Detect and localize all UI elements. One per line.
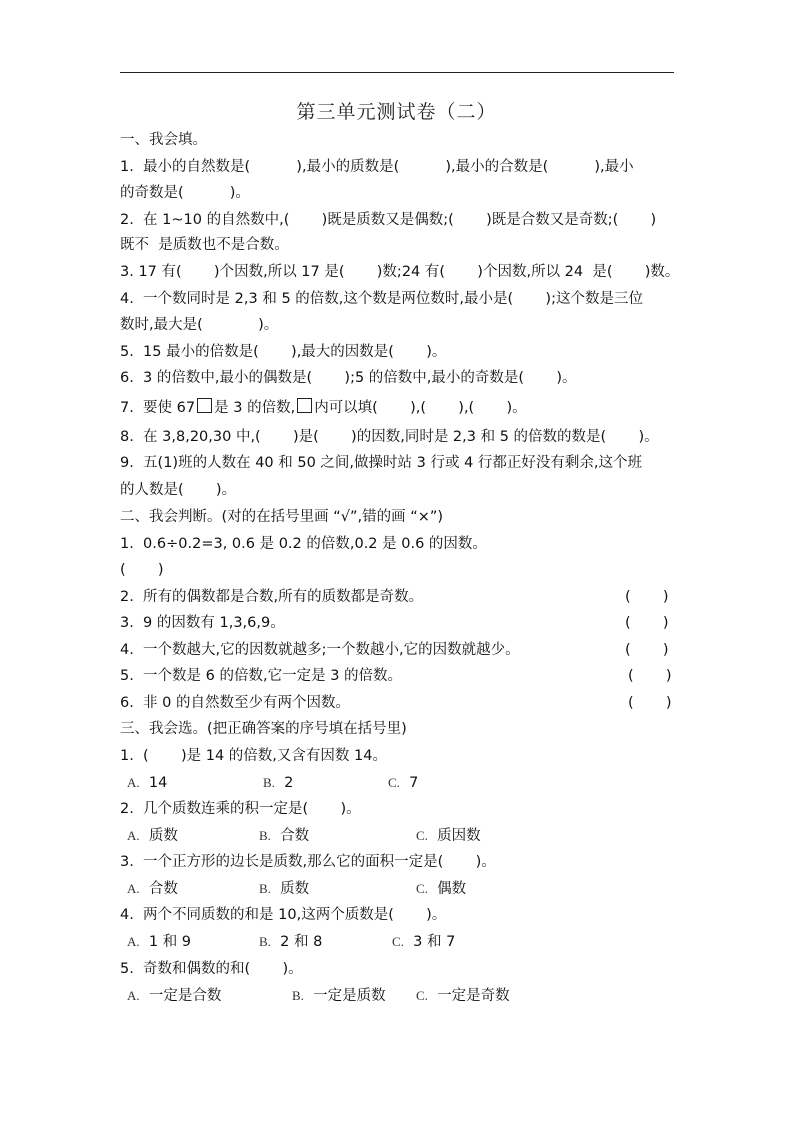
judge-q4: 4. 一个数越大,它的因数就越多;一个数越小,它的因数就越少。 xyxy=(120,642,520,658)
choice-q1-option-a: A. 14 xyxy=(127,775,168,791)
choice-q2-option-a: A. 质数 xyxy=(127,828,178,844)
fill-q7 xyxy=(120,398,527,418)
judge-q5-answer: ( ) xyxy=(628,668,672,684)
section-3-heading: 三、我会选。(把正确答案的序号填在括号里) xyxy=(120,721,407,737)
fill-q7-prefix: 7. 要使 67 xyxy=(120,400,196,416)
blank-box-icon xyxy=(297,398,312,413)
choice-q5-option-c: C. 一定是奇数 xyxy=(416,988,510,1004)
choice-q4-option-c: C. 3 和 7 xyxy=(392,934,456,950)
fill-q6: 6. 3 的倍数中,最小的偶数是( );5 的倍数中,最小的奇数是( )。 xyxy=(120,370,577,386)
fill-q3: 3. 17 有( )个因数,所以 17 是( )数;24 有( )个因数,所以 24 是( )数。 xyxy=(120,264,680,280)
judge-q3: 3. 9 的因数有 1,3,6,9。 xyxy=(120,615,285,631)
choice-q1: 1. ( )是 14 的倍数,又含有因数 14。 xyxy=(120,748,387,764)
judge-q2-answer: ( ) xyxy=(625,589,669,605)
judge-q4-answer: ( ) xyxy=(625,642,669,658)
choice-q5-option-b: B. 一定是质数 xyxy=(292,988,386,1004)
section-2-heading: 二、我会判断。(对的在括号里画 “√”,错的画 “×”) xyxy=(120,509,444,525)
choice-q1-option-c: C. 7 xyxy=(388,775,419,791)
fill-q2-line2: 既不 是质数也不是合数。 xyxy=(120,237,289,253)
fill-q4-line2: 数时,最大是( )。 xyxy=(120,317,279,333)
fill-q7-middle: 是 3 的倍数, xyxy=(214,400,296,416)
choice-q2: 2. 几个质数连乘的积一定是( )。 xyxy=(120,801,361,817)
fill-q5: 5. 15 最小的倍数是( ),最大的因数是( )。 xyxy=(120,344,447,360)
judge-q1-answer: ( ) xyxy=(120,562,164,578)
choice-q5: 5. 奇数和偶数的和( )。 xyxy=(120,961,303,977)
choice-q4: 4. 两个不同质数的和是 10,这两个质数是( )。 xyxy=(120,907,447,923)
section-1-heading: 一、我会填。 xyxy=(120,132,207,148)
blank-box-icon xyxy=(197,398,212,413)
judge-q6-answer: ( ) xyxy=(628,695,672,711)
choice-q3-option-c: C. 偶数 xyxy=(416,881,467,897)
fill-q9-line1: 9. 五(1)班的人数在 40 和 50 之间,做操时站 3 行或 4 行都正好没有剩余,这个班 xyxy=(120,455,643,471)
judge-q3-answer: ( ) xyxy=(625,615,669,631)
choice-q4-option-a: A. 1 和 9 xyxy=(127,934,192,950)
fill-q1-line2: 的奇数是( )。 xyxy=(120,185,250,201)
fill-q9-line2: 的人数是( )。 xyxy=(120,482,237,498)
page-title: 第三单元测试卷（二） xyxy=(296,101,497,123)
choice-q4-option-b: B. 2 和 8 xyxy=(259,934,323,950)
header-rule xyxy=(120,72,674,73)
judge-q6: 6. 非 0 的自然数至少有两个因数。 xyxy=(120,695,350,711)
fill-q7-suffix: 内可以填( ),( ),( )。 xyxy=(314,400,527,416)
choice-q3-option-b: B. 质数 xyxy=(259,881,310,897)
choice-q5-option-a: A. 一定是合数 xyxy=(127,988,222,1004)
choice-q3-option-a: A. 合数 xyxy=(127,881,178,897)
fill-q1-line1: 1. 最小的自然数是( ),最小的质数是( ),最小的合数是( ),最小 xyxy=(120,159,634,175)
choice-q2-option-b: B. 合数 xyxy=(259,828,310,844)
choice-q3: 3. 一个正方形的边长是质数,那么它的面积一定是( )。 xyxy=(120,854,496,870)
fill-q4-line1: 4. 一个数同时是 2,3 和 5 的倍数,这个数是两位数时,最小是( );这个数是三位 xyxy=(120,291,643,307)
judge-q1: 1. 0.6÷0.2=3, 0.6 是 0.2 的倍数,0.2 是 0.6 的因数。 xyxy=(120,536,487,552)
fill-q2-line1: 2. 在 1~10 的自然数中,( )既是质数又是偶数;( )既是合数又是奇数;( ) xyxy=(120,212,657,228)
choice-q2-option-c: C. 质因数 xyxy=(416,828,481,844)
fill-q8: 8. 在 3,8,20,30 中,( )是( )的因数,同时是 2,3 和 5 的倍数的数是( )。 xyxy=(120,429,659,445)
judge-q2: 2. 所有的偶数都是合数,所有的质数都是奇数。 xyxy=(120,589,424,605)
choice-q1-option-b: B. 2 xyxy=(263,775,294,791)
judge-q5: 5. 一个数是 6 的倍数,它一定是 3 的倍数。 xyxy=(120,668,403,684)
